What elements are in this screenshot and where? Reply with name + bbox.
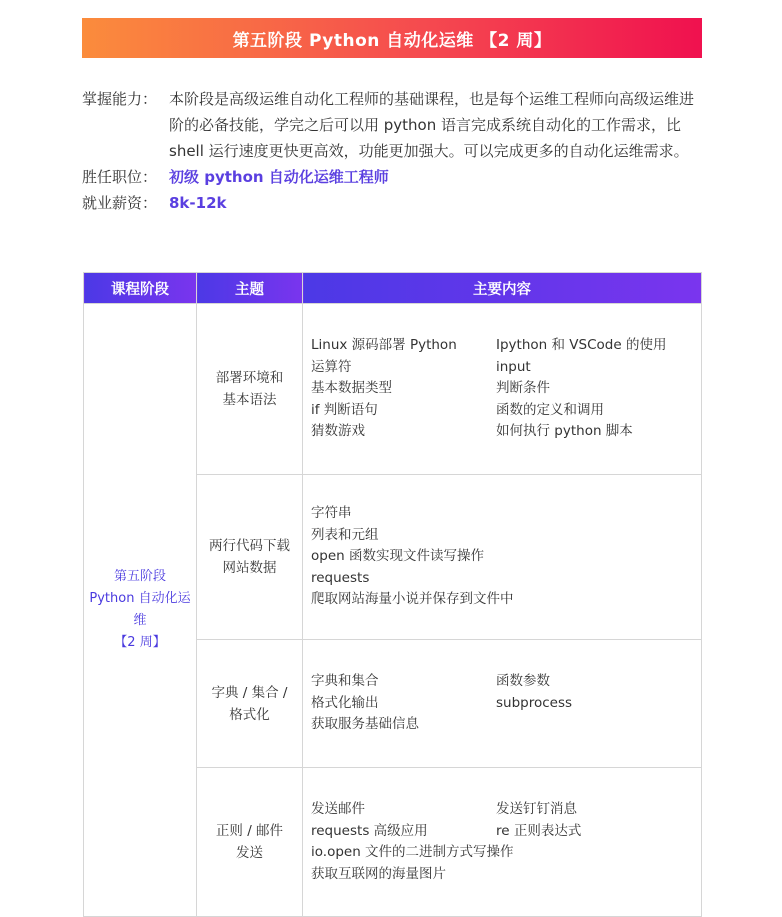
stage-course: Python 自动化运维: [89, 591, 191, 628]
content-item: re 正则表达式: [496, 822, 582, 839]
content-item: 如何执行 python 脚本: [496, 423, 633, 440]
stage-duration: 【2 周】: [114, 635, 166, 650]
position-value: 初级 python 自动化运维工程师: [169, 168, 389, 186]
topic-line: 字典 / 集合 /: [211, 684, 288, 701]
topic-cell: [197, 640, 303, 768]
content-item: 字符串: [311, 505, 352, 522]
header-topic: 主题: [197, 273, 303, 304]
content-item: subprocess: [496, 694, 573, 711]
header-content: 主要内容: [303, 273, 702, 304]
table-row: [84, 304, 702, 475]
content-item: 函数参数: [496, 673, 550, 690]
ability-text: 本阶段是高级运维自动化工程师的基础课程，也是每个运维工程师向高级运维进阶的必备技能，学完之后可以用 python 语言完成系统自动化的工作需求，比 shell 运行速度更快更高效，功能更加强大。可以完成更多的自动化运维需求。: [169, 90, 695, 160]
content-item: 发送邮件: [311, 801, 365, 817]
content-item: 判断条件: [496, 380, 550, 397]
content-item: 发送钉钉消息: [496, 801, 577, 817]
topic-line: 发送: [236, 845, 263, 861]
content-item: open 函数实现文件读写操作: [311, 548, 484, 565]
header-stage: 课程阶段: [84, 273, 197, 304]
course-table: [83, 272, 702, 917]
topic-line: 基本语法: [222, 392, 277, 408]
content-item: 基本数据类型: [311, 380, 392, 397]
topic-line: 两行代码下载: [209, 538, 290, 554]
ability-row: [82, 86, 706, 164]
ability-label: 掌握能力：: [82, 90, 158, 108]
content-item: [496, 864, 693, 886]
content-cell: [303, 475, 702, 640]
stage-info: [82, 86, 706, 216]
content-item: io.open 文件的二进制方式写操作: [311, 844, 514, 860]
content-item: [496, 714, 693, 736]
content-item: requests 高级应用: [311, 822, 428, 839]
content-cell: [303, 640, 702, 768]
content-item: Linux 源码部署 Python: [311, 337, 457, 354]
content-item: 字典和集合: [311, 673, 379, 690]
content-item: 获取服务基础信息: [311, 716, 419, 733]
content-cell: [303, 304, 702, 475]
topic-cell: [197, 768, 303, 917]
topic-line: 网站数据: [222, 560, 277, 576]
content-item: input: [496, 358, 531, 375]
content-item: 列表和元组: [311, 526, 379, 543]
content-item: 格式化输出: [311, 694, 379, 711]
content-item: 猜数游戏: [311, 423, 365, 440]
content-item: 获取互联网的海量图片: [311, 865, 446, 882]
salary-value: 8k-12k: [169, 194, 227, 212]
content-item: 爬取网站海量小说并保存到文件中: [311, 591, 514, 608]
stage-banner-title: 第五阶段 Python 自动化运维 【2 周】: [232, 30, 552, 51]
position-label: 胜任职位：: [82, 168, 158, 186]
content-list: [311, 335, 693, 443]
table-header-row: [84, 273, 702, 304]
stage-name: 第五阶段: [113, 569, 166, 584]
position-row: [82, 164, 706, 190]
salary-row: [82, 190, 706, 216]
topic-cell: [197, 304, 303, 475]
content-item: if 判断语句: [311, 401, 378, 418]
content-item: requests: [311, 569, 370, 586]
stage-banner: [82, 18, 702, 58]
content-list: [311, 671, 693, 736]
stage-cell: [84, 304, 197, 917]
topic-line: 部署环境和: [215, 370, 284, 386]
topic-line: 格式化: [229, 706, 270, 723]
topic-cell: [197, 475, 303, 640]
content-item: 运算符: [311, 358, 352, 375]
content-list: [311, 799, 693, 885]
content-item: Ipython 和 VSCode 的使用: [496, 337, 667, 354]
content-list: [311, 503, 693, 611]
salary-label: 就业薪资：: [82, 194, 158, 212]
content-item: 函数的定义和调用: [496, 401, 604, 418]
content-cell: [303, 768, 702, 917]
content-item: [496, 842, 693, 864]
topic-line: 正则 / 邮件: [215, 823, 284, 839]
